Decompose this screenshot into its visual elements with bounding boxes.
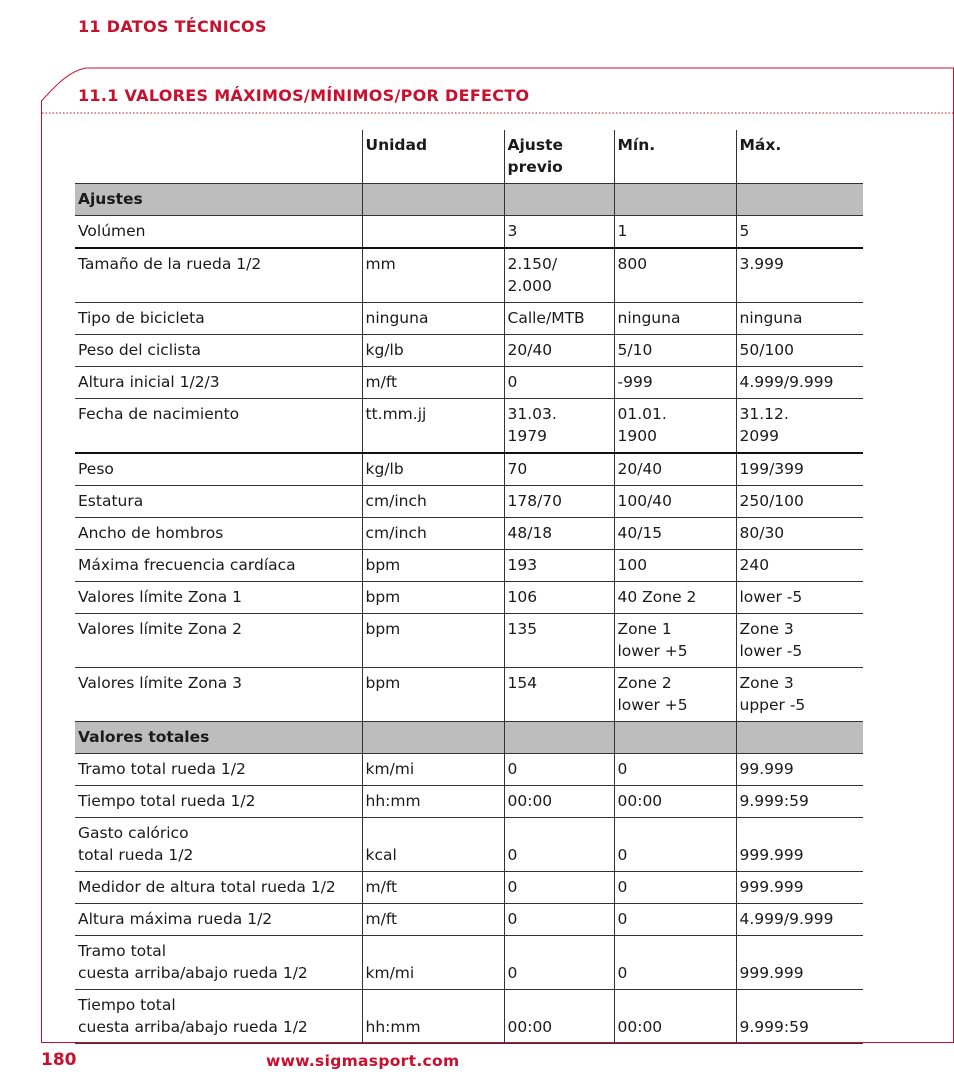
cell-max: 999.999 (736, 936, 863, 990)
cell-min: 1 (614, 216, 736, 249)
table-row (75, 786, 863, 818)
cell-label: Valores límite Zona 2 (75, 614, 362, 668)
cell-max: 4.999/9.999 (736, 367, 863, 399)
table-row (75, 399, 863, 454)
cell-default: 00:00 (504, 990, 614, 1044)
cell-default: 00:00 (504, 786, 614, 818)
cell-min: -999 (614, 367, 736, 399)
cell-label: Máxima frecuencia cardíaca (75, 550, 362, 582)
cell-min: 20/40 (614, 453, 736, 486)
cell-max: 50/100 (736, 335, 863, 367)
cell-unit (362, 722, 504, 754)
table-row (75, 367, 863, 399)
cell-label: Medidor de altura total rueda 1/2 (75, 872, 362, 904)
cell-unit: km/mi (362, 754, 504, 786)
cell-label: Tipo de bicicleta (75, 303, 362, 335)
cell-min: 0 (614, 936, 736, 990)
table-row (75, 582, 863, 614)
cell-max: 99.999 (736, 754, 863, 786)
cell-unit: kg/lb (362, 335, 504, 367)
cell-label: Tramo total rueda 1/2 (75, 754, 362, 786)
cell-min: 100/40 (614, 486, 736, 518)
cell-min: 0 (614, 818, 736, 872)
cell-min: 800 (614, 248, 736, 303)
table-row (75, 335, 863, 367)
cell-max (736, 722, 863, 754)
cell-max (736, 184, 863, 216)
cell-min: 00:00 (614, 990, 736, 1044)
cell-default: 20/40 (504, 335, 614, 367)
page-number: 180 (41, 1050, 77, 1070)
cell-unit: hh:mm (362, 786, 504, 818)
cell-label: Altura inicial 1/2/3 (75, 367, 362, 399)
cell-unit (362, 184, 504, 216)
cell-default: 48/18 (504, 518, 614, 550)
cell-max: lower -5 (736, 582, 863, 614)
table-row (75, 550, 863, 582)
cell-default: 135 (504, 614, 614, 668)
cell-unit: bpm (362, 614, 504, 668)
cell-default: 0 (504, 872, 614, 904)
cell-default: 3 (504, 216, 614, 249)
cell-unit: km/mi (362, 936, 504, 990)
cell-min: 100 (614, 550, 736, 582)
table-row (75, 818, 863, 872)
cell-min: 0 (614, 754, 736, 786)
cell-min: 5/10 (614, 335, 736, 367)
cell-min: 0 (614, 904, 736, 936)
cell-max: ninguna (736, 303, 863, 335)
cell-min (614, 184, 736, 216)
cell-max: 199/399 (736, 453, 863, 486)
cell-default: 193 (504, 550, 614, 582)
cell-min: 0 (614, 872, 736, 904)
cell-label: Altura máxima rueda 1/2 (75, 904, 362, 936)
header-cell-max: Máx. (736, 130, 863, 184)
cell-label: Tramo total cuesta arriba/abajo rueda 1/2 (75, 936, 362, 990)
header-cell-default: Ajuste previo (504, 130, 614, 184)
cell-unit: m/ft (362, 367, 504, 399)
cell-min: 40 Zone 2 (614, 582, 736, 614)
table-row (75, 754, 863, 786)
cell-default: 2.150/ 2.000 (504, 248, 614, 303)
cell-unit: bpm (362, 550, 504, 582)
cell-label: Estatura (75, 486, 362, 518)
cell-label: Valores límite Zona 3 (75, 668, 362, 722)
cell-unit: tt.mm.jj (362, 399, 504, 454)
table-header-row (75, 130, 863, 184)
cell-unit: ninguna (362, 303, 504, 335)
cell-unit: cm/inch (362, 486, 504, 518)
table-body (75, 184, 863, 1044)
cell-unit: kg/lb (362, 453, 504, 486)
chapter-heading: 11 DATOS TÉCNICOS (78, 17, 267, 36)
table-row (75, 303, 863, 335)
cell-unit: cm/inch (362, 518, 504, 550)
cell-unit: mm (362, 248, 504, 303)
footer-url: www.sigmasport.com (266, 1052, 460, 1070)
cell-max: 999.999 (736, 872, 863, 904)
cell-min: 40/15 (614, 518, 736, 550)
cell-default: 70 (504, 453, 614, 486)
cell-default: 0 (504, 754, 614, 786)
cell-unit (362, 216, 504, 249)
cell-min (614, 722, 736, 754)
section-title: 11.1 VALORES MÁXIMOS/MÍNIMOS/POR DEFECTO (78, 86, 530, 105)
specs-table (75, 130, 863, 1044)
cell-min: 01.01. 1900 (614, 399, 736, 454)
cell-min: 00:00 (614, 786, 736, 818)
cell-default: 0 (504, 818, 614, 872)
cell-label: Ancho de hombros (75, 518, 362, 550)
cell-unit: bpm (362, 668, 504, 722)
cell-default (504, 184, 614, 216)
cell-label: Fecha de nacimiento (75, 399, 362, 454)
cell-max: 31.12. 2099 (736, 399, 863, 454)
table-row (75, 248, 863, 303)
table-row (75, 668, 863, 722)
cell-max: Zone 3 lower -5 (736, 614, 863, 668)
cell-max: 80/30 (736, 518, 863, 550)
table-row (75, 990, 863, 1044)
cell-max: 250/100 (736, 486, 863, 518)
table-row (75, 872, 863, 904)
table-row (75, 904, 863, 936)
header-cell-unit: Unidad (362, 130, 504, 184)
table-row (75, 453, 863, 486)
cell-default: Calle/MTB (504, 303, 614, 335)
cell-min: Zone 2 lower +5 (614, 668, 736, 722)
section-row (75, 184, 863, 216)
cell-min: ninguna (614, 303, 736, 335)
cell-label: Tamaño de la rueda 1/2 (75, 248, 362, 303)
cell-unit: kcal (362, 818, 504, 872)
cell-label: Peso del ciclista (75, 335, 362, 367)
cell-label: Peso (75, 453, 362, 486)
cell-label: Valores límite Zona 1 (75, 582, 362, 614)
cell-max: 9.999:59 (736, 990, 863, 1044)
table-row (75, 614, 863, 668)
cell-max: 240 (736, 550, 863, 582)
cell-default: 178/70 (504, 486, 614, 518)
table-row (75, 486, 863, 518)
cell-max: Zone 3 upper -5 (736, 668, 863, 722)
cell-label: Ajustes (75, 184, 362, 216)
cell-label: Tiempo total cuesta arriba/abajo rueda 1/2 (75, 990, 362, 1044)
cell-default (504, 722, 614, 754)
cell-label: Volúmen (75, 216, 362, 249)
cell-unit: m/ft (362, 872, 504, 904)
cell-label: Gasto calórico total rueda 1/2 (75, 818, 362, 872)
cell-max: 999.999 (736, 818, 863, 872)
cell-label: Tiempo total rueda 1/2 (75, 786, 362, 818)
cell-default: 154 (504, 668, 614, 722)
cell-max: 4.999/9.999 (736, 904, 863, 936)
section-row (75, 722, 863, 754)
cell-label: Valores totales (75, 722, 362, 754)
cell-max: 5 (736, 216, 863, 249)
table-row (75, 518, 863, 550)
table-row (75, 936, 863, 990)
cell-default: 31.03. 1979 (504, 399, 614, 454)
header-cell-min: Mín. (614, 130, 736, 184)
cell-default: 0 (504, 936, 614, 990)
cell-default: 106 (504, 582, 614, 614)
cell-unit: bpm (362, 582, 504, 614)
cell-max: 9.999:59 (736, 786, 863, 818)
cell-unit: m/ft (362, 904, 504, 936)
cell-min: Zone 1 lower +5 (614, 614, 736, 668)
header-cell-label (75, 130, 362, 184)
table-row (75, 216, 863, 249)
cell-default: 0 (504, 904, 614, 936)
cell-max: 3.999 (736, 248, 863, 303)
cell-unit: hh:mm (362, 990, 504, 1044)
cell-default: 0 (504, 367, 614, 399)
